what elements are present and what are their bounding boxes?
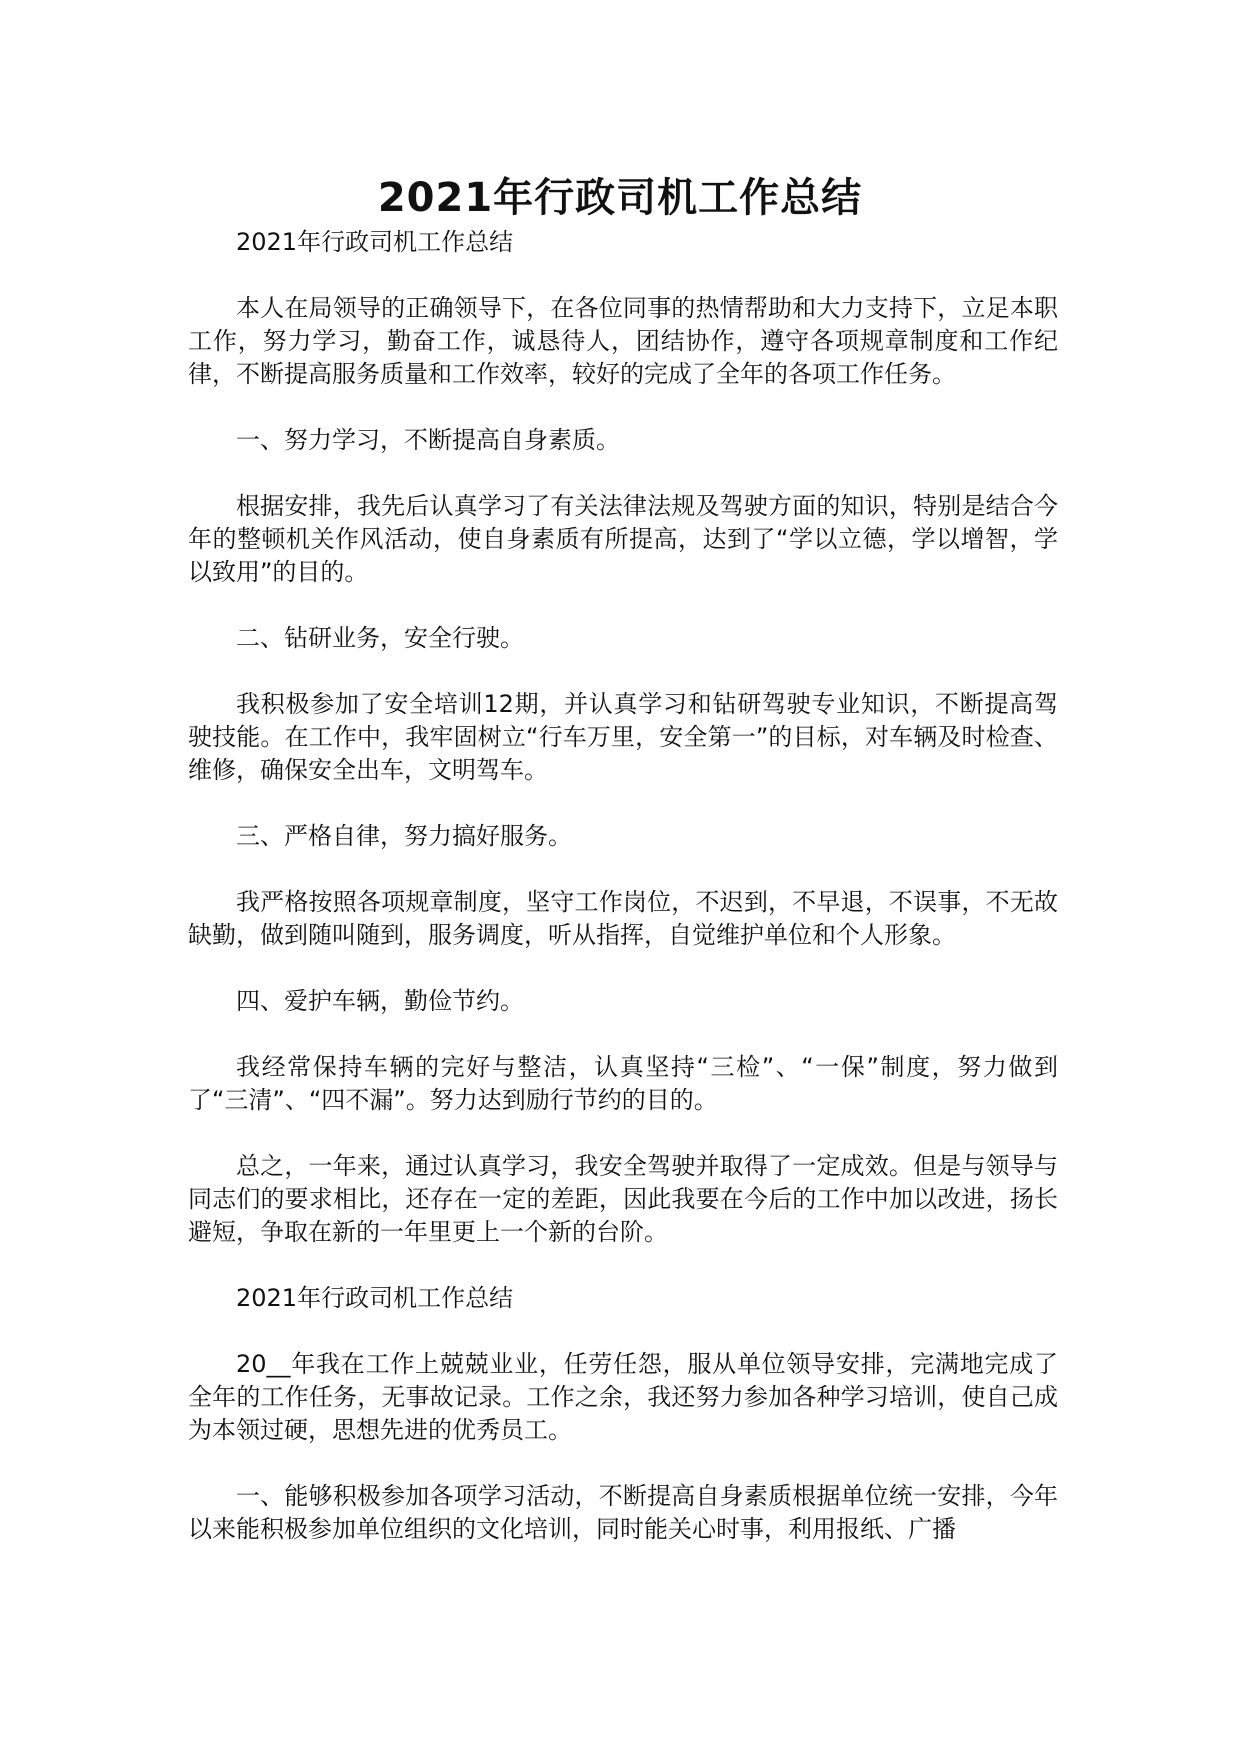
document-title: 2021年行政司机工作总结 — [377, 175, 863, 221]
paragraph-study: 根据安排，我先后认真学习了有关法律法规及驾驶方面的知识，特别是结合今年的整顿机关作风活动，使自身素质有所提高，达到了“学以立德，学以增智，学以致用”的目的。 — [188, 492, 1058, 586]
paragraph-second-intro: 20__年我在工作上兢兢业业，任劳任怨，服从单位领导安排，完满地完成了全年的工作任务，无事故记录。工作之余，我还努力参加各种学习培训，使自己成为本领过硬，思想先进的优秀员工。 — [188, 1350, 1058, 1444]
section-heading-4: 四、爱护车辆，勤俭节约。 — [236, 987, 524, 1015]
paragraph-intro: 本人在局领导的正确领导下，在各位同事的热情帮助和大力支持下，立足本职工作，努力学习，勤奋工作，诚恳待人，团结协作，遵守各项规章制度和工作纪律，不断提高服务质量和工作效率，较好的完成了全年的各项工作任务。 — [188, 294, 1058, 388]
section-heading-3: 三、严格自律，努力搞好服务。 — [236, 822, 572, 850]
paragraph-second-section-1: 一、能够积极参加各项学习活动，不断提高自身素质根据单位统一安排，今年以来能积极参加单位组织的文化培训，同时能关心时事，利用报纸、广播 — [188, 1482, 1058, 1543]
paragraph-conclusion: 总之，一年来，通过认真学习，我安全驾驶并取得了一定成效。但是与领导与同志们的要求相比，还存在一定的差距，因此我要在今后的工作中加以改进，扬长避短，争取在新的一年里更上一个新的台阶。 — [188, 1152, 1058, 1246]
paragraph-vehicle-care: 我经常保持车辆的完好与整洁，认真坚持“三检”、“一保”制度，努力做到了“三清”、“四不漏”。努力达到励行节约的目的。 — [188, 1053, 1058, 1114]
paragraph-safety: 我积极参加了安全培训12期，并认真学习和钻研驾驶专业知识，不断提高驾驶技能。在工作中，我牢固树立“行车万里，安全第一”的目标，对车辆及时检查、维修，确保安全出车，文明驾车。 — [188, 690, 1058, 784]
document-body — [188, 226, 1058, 1579]
paragraph-discipline: 我严格按照各项规章制度，坚守工作岗位，不迟到，不早退，不误事，不无故缺勤，做到随叫随到，服务调度，听从指挥，自觉维护单位和个人形象。 — [188, 888, 1058, 949]
section-heading-2: 二、钻研业务，安全行驶。 — [236, 624, 524, 652]
paragraph-second-title: 2021年行政司机工作总结 — [236, 1284, 514, 1312]
section-heading-1: 一、努力学习，不断提高自身素质。 — [236, 426, 620, 454]
paragraph-subtitle: 2021年行政司机工作总结 — [236, 228, 514, 256]
